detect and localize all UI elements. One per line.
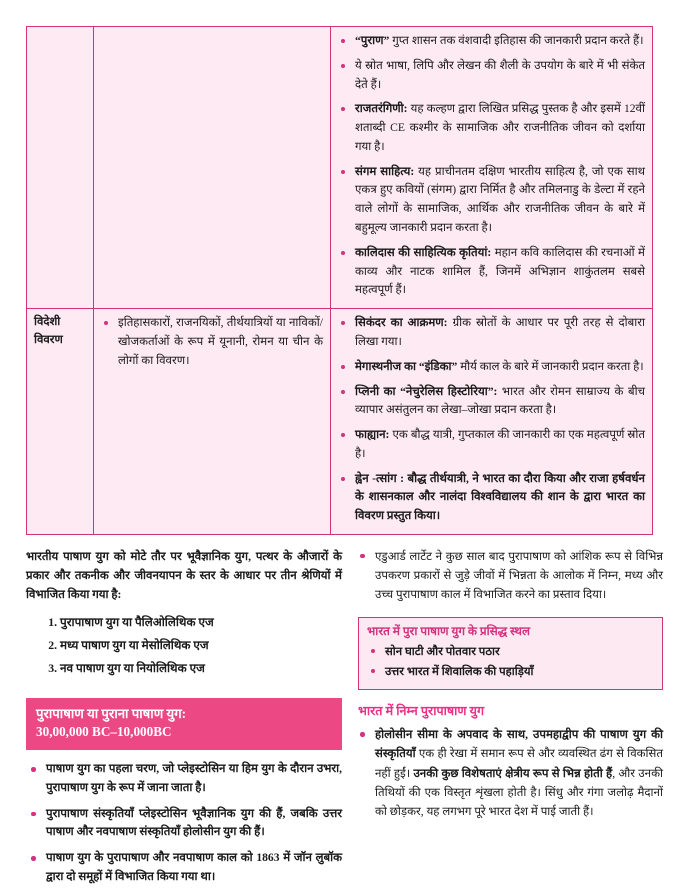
list-item	[338, 100, 645, 156]
bullet-lead: प्लिनी का “नेचुरेलिस हिस्टोरिया”:	[355, 384, 498, 398]
list-item: पुरापाषाण संस्कृतियाँ प्लेइस्टोसिन भूवैज्ञानिक युग की हैं, जबकि उत्तर पाषाण और नवपाषाण संस्कृतियाँ होलोसीन युग की हैं।	[26, 805, 342, 843]
intro-paragraph: भारतीय पाषाण युग को मोटे तौर पर भूवैज्ञानिक युग, पत्थर के औजारों के प्रकार और तकनीक और जीवनयापन के स्तर के आधार पर तीन श्रेणियों में विभाजित किया गया है:	[26, 549, 342, 602]
list-item: पाषाण युग के पुरापाषाण और नवपाषाण काल को 1863 में जॉन लुबॉक द्वारा दो समूहों में विभाजित किया गया था।	[26, 849, 342, 887]
list-item: पाषाण युग का पहला चरण, जो प्लेइस्टोसिन या हिम युग के दौरान उभरा, पुरापाषाण युग के रूप में जाना जाता है।	[26, 760, 342, 798]
bullet-segment: एक ही रेखा में समान रूप से और व्यवस्थित ढंग से विकसित नहीं हुईं।	[375, 747, 663, 780]
list-item	[338, 244, 645, 300]
left-column	[26, 547, 342, 894]
bullet-text: ये स्रोत भाषा, लिपि और लेखन की शैली के उपयोग के बारे में भी संकेत देते हैं।	[355, 58, 645, 91]
famous-sites-callout	[358, 617, 663, 691]
row-middle-cell	[94, 309, 331, 535]
bullet-text: यह कल्हण द्वारा लिखित प्रसिद्ध पुस्तक है और इसमें 12वीं शताब्दी CE कश्मीर के सामाजिक और राजनीतिक जीवन को दर्शाया गया है।	[355, 102, 645, 153]
bullet-lead: राजतरंगिणी:	[355, 102, 408, 116]
table-row	[27, 27, 653, 309]
bullet-text: ग्रीक स्रोतों के आधार पर पूरी तरह से दोबारा लिखा गया।	[355, 316, 645, 348]
list-item	[338, 32, 645, 51]
list-item	[338, 314, 645, 352]
row-detail-cell	[331, 27, 653, 309]
bullet-text: इतिहासकारों, राजनयिकों, तीर्थयात्रियों या नाविकों/खोजकर्ताओं के रूप में यूनानी, रोमन या चीन के लोगों का विवरण।	[118, 316, 323, 367]
row-label-cell	[27, 309, 94, 535]
sources-table	[26, 26, 653, 535]
list-item	[338, 163, 645, 238]
palaeolithic-bullet-list	[26, 760, 342, 887]
bullet-segment: होलोसीन सीमा के अपवाद के साथ, उपमहाद्वीप की पाषाण युग की संस्कृतियाँ	[375, 728, 663, 761]
list-item: 3. नव पाषाण युग या नियोलिथिक एज	[60, 657, 342, 680]
bullet-lead: सिकंदर का आक्रमण:	[355, 316, 448, 330]
row-label-text: विदेशी विवरण	[34, 316, 63, 346]
list-item: सोन घाटी और पोतवार पठार	[367, 642, 654, 662]
row-middle-cell	[94, 27, 331, 309]
detail-bullet-list	[338, 32, 645, 300]
bullet-lead: ह्वेन -त्सांग : बौद्ध तीर्थयात्री, ने भारत का दौरा किया और राजा हर्षवर्धन के शासनकाल और नालंदा विश्वविद्यालय की शान के द्वारा भारत का विवरण प्रस्तुत किया।	[355, 471, 645, 523]
bullet-text: यह प्राचीनतम दक्षिण भारतीय साहित्य है, जो एक साथ एकत्र हुए कवियों (संगम) द्वारा निर्मित है और तमिलनाडु के डेल्टा में रहने वाले लोगों के सामाजिक, आर्थिक और राजनीतिक जीवन के बारे में बहुमूल्य जानकारी प्रदान करता है।	[355, 164, 645, 235]
bullet-text: महान कवि कालिदास की रचनाओं में काव्य और नाटक शामिल हैं, जिनमें अभिज्ञान शाकुंतलम सबसे महत्वपूर्ण हैं।	[355, 245, 645, 297]
bullet-segment: उनकी कुछ विशेषताएं क्षेत्रीय रूप से भिन्न होती हैं	[413, 766, 613, 780]
row-detail-cell	[331, 309, 653, 535]
list-item	[101, 314, 323, 370]
list-item: 1. पुरापाषाण युग या पैलिओलिथिक एज	[60, 611, 342, 634]
banner-title-line1: पुरापाषाण या पुराना पाषाण युग:	[36, 705, 187, 721]
lower-palaeolithic-bullet	[358, 725, 663, 821]
lartet-bullet: एडुआर्ड लार्टेट ने कुछ साल बाद पुरापाषाण को आंशिक रूप से विभिन्न उपकरण प्रकारों से जुड़े जीवों में भिन्नता के आलोक में निम्न, मध्य और उच्च पुरापाषाण काल में विभाजित करने का प्रस्ताव दिया।	[358, 547, 663, 605]
list-item: 2. मध्य पाषाण युग या मेसोलिथिक एज	[60, 634, 342, 657]
bullet-segment: , और उनकी तिथियों की एक विस्तृत शृंखला होती है। सिंधु और गंगा जलोढ़ मैदानों को छोड़कर, यह लगभग पूरे भारत देश में पाई जाती हैं।	[375, 766, 664, 818]
callout-list	[367, 642, 654, 682]
list-item: उत्तर भारत में शिवालिक की पहाड़ियाँ	[367, 662, 654, 682]
bullet-lead: मेगास्थनीज का “इंडिका”	[355, 359, 458, 373]
lower-palaeolithic-heading: भारत में निम्न पुरापाषाण युग	[358, 704, 485, 719]
callout-title: भारत में पुरा पाषाण युग के प्रसिद्ध स्थल	[367, 623, 530, 638]
lower-content-columns	[26, 547, 664, 894]
list-item	[338, 470, 645, 526]
bullet-lead: “पुराण”	[355, 34, 390, 47]
bullet-lead: संगम साहित्य:	[355, 164, 415, 178]
list-item	[338, 57, 645, 95]
list-item	[338, 358, 645, 377]
banner-title-line2: 30,00,000 BC–10,000BC	[36, 724, 172, 740]
bullet-text: मौर्य काल के बारे में जानकारी प्रदान करता है।	[457, 359, 644, 373]
bullet-lead: कालिदास की साहित्यिक कृतियां:	[355, 245, 492, 259]
bullet-lead: फाह्यान:	[355, 428, 390, 442]
middle-bullet-list	[101, 314, 323, 370]
list-item	[338, 426, 645, 464]
detail-bullet-list	[338, 314, 645, 526]
bullet-text: भारत और रोमन साम्राज्य के बीच व्यापार असंतुलन का लेखा–जोखा प्रदान करता है।	[355, 384, 645, 417]
right-column	[358, 547, 663, 821]
table-body	[27, 27, 653, 535]
stone-age-numbered-list	[26, 611, 342, 680]
list-item	[338, 383, 645, 421]
palaeolithic-banner	[26, 698, 342, 750]
bullet-text: एक बौद्ध यात्री, गुप्तकाल की जानकारी का एक महत्वपूर्ण स्रोत है।	[355, 428, 645, 460]
bullet-text: गुप्त शासन तक वंशवादी इतिहास की जानकारी प्रदान करते हैं।	[389, 34, 644, 47]
table-row	[27, 309, 653, 535]
row-label-cell	[27, 27, 94, 309]
